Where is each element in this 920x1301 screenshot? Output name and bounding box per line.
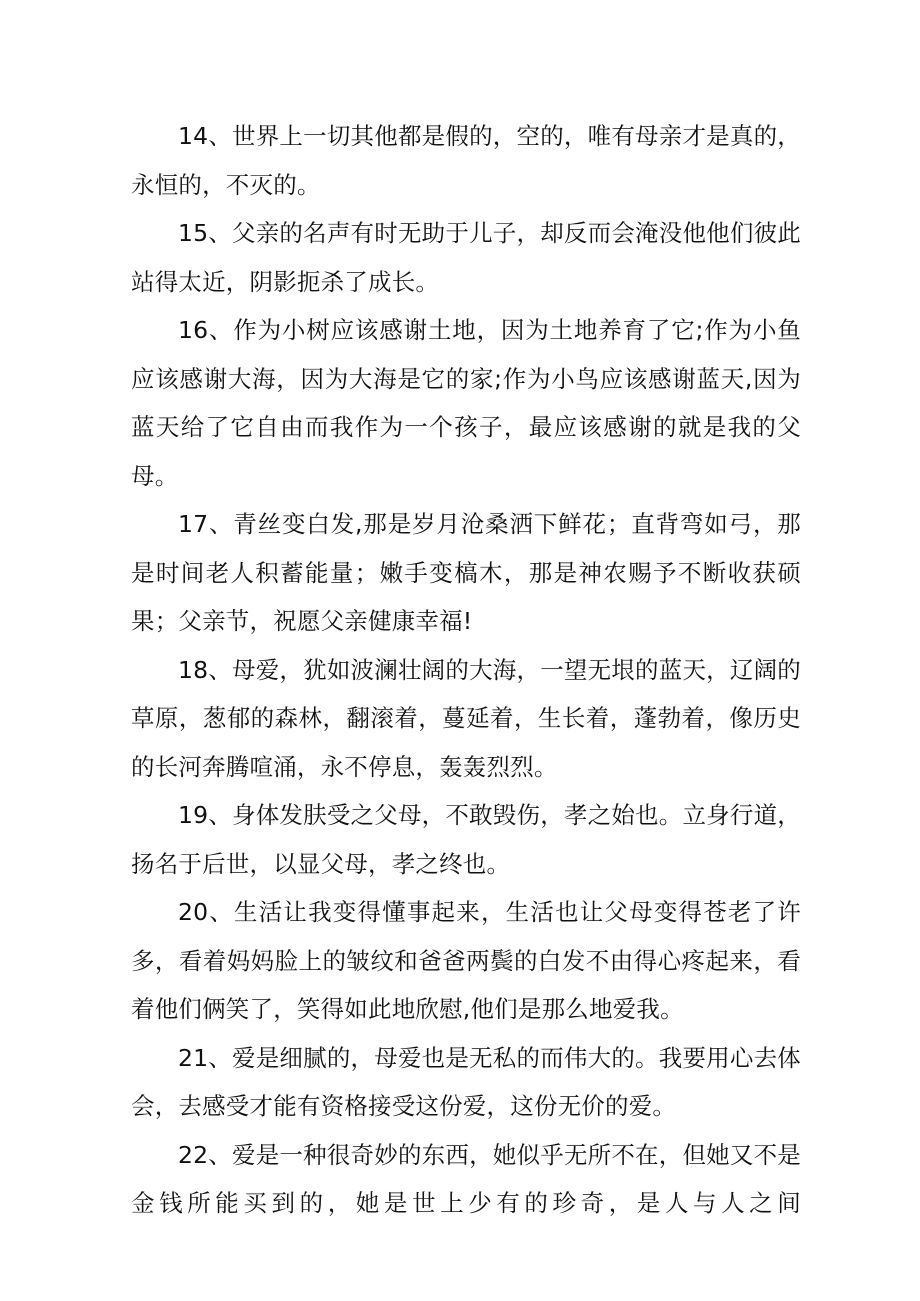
paragraph-22: 22、爱是一种很奇妙的东西，她似乎无所不在，但她又不是金钱所能买到的，她是世上少有的珍奇，是人与人之间	[131, 1140, 801, 1217]
paragraph-19: 19、身体发肤受之父母，不敢毁伤，孝之始也。立身行道，扬名于后世，以显父母，孝之终也。	[131, 801, 801, 878]
paragraph-16: 16、作为小树应该感谢土地，因为土地养育了它;作为小鱼应该感谢大海，因为大海是它的家;作为小鸟应该感谢蓝天,因为蓝天给了它自由而我作为一个孩子，最应该感谢的就是我的父母。	[131, 316, 801, 490]
document-body	[131, 112, 801, 1228]
paragraph-15: 15、父亲的名声有时无助于儿子，却反而会淹没他他们彼此站得太近，阴影扼杀了成长。	[131, 219, 801, 296]
paragraph-18: 18、母爱，犹如波澜壮阔的大海，一望无垠的蓝天，辽阔的草原，葱郁的森林，翻滚着，蔓延着，生长着，蓬勃着，像历史的长河奔腾喧涌，永不停息，轰轰烈烈。	[131, 655, 801, 781]
paragraph-14: 14、世界上一切其他都是假的，空的，唯有母亲才是真的，永恒的，不灭的。	[131, 122, 801, 199]
paragraph-20: 20、生活让我变得懂事起来，生活也让父母变得苍老了许多，看着妈妈脸上的皱纹和爸爸两鬓的白发不由得心疼起来，看着他们俩笑了，笑得如此地欣慰,他们是那么地爱我。	[131, 898, 801, 1023]
paragraph-17: 17、青丝变白发,那是岁月沧桑洒下鲜花；直背弯如弓，那是时间老人积蓄能量；嫩手变槁木，那是神农赐予不断收获硕果；父亲节，祝愿父亲健康幸福!	[131, 510, 801, 635]
paragraph-21: 21、爱是细腻的，母爱也是无私的而伟大的。我要用心去体会，去感受才能有资格接受这份爱，这份无价的爱。	[131, 1043, 801, 1120]
